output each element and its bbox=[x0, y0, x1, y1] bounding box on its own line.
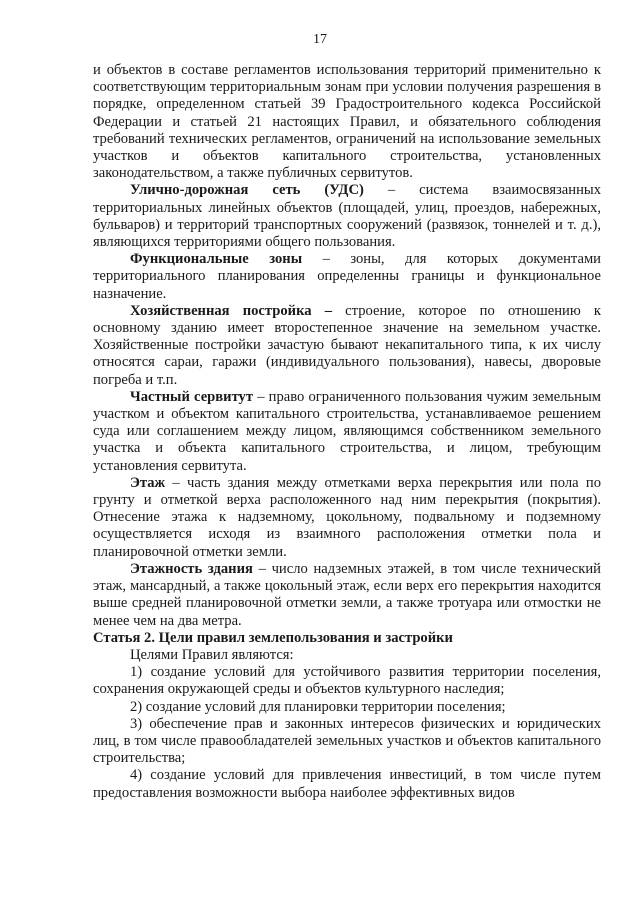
page-number: 17 bbox=[313, 32, 327, 47]
term-floor: Этаж bbox=[130, 474, 166, 491]
article-heading: Статья 2. Цели правил землепользования и застройки bbox=[93, 629, 453, 646]
document-body bbox=[93, 62, 601, 802]
definition-floor bbox=[93, 475, 601, 561]
definition-uds bbox=[93, 182, 601, 251]
definition-outbuilding-text: строение, которое по отношению к основному зданию имеет второстепенное значение на земельном участке. Хозяйственные постройки зачастую бывают некапитального типа, к их числу относятся сараи, гаражи (индивидуального пользования), навесы, дворовые погреба и т.п. bbox=[93, 302, 602, 388]
article-intro: Целями Правил являются: bbox=[130, 646, 294, 663]
term-uds: Улично-дорожная сеть (УДС) bbox=[130, 182, 364, 199]
definition-number-of-floors-text: – число надземных этажей, в том числе технический этаж, мансардный, а также цокольный этаж, если верх его перекрытия находится выше средней планировочной отметки земли, а также тротуара или отмостки не менее чем на два метра. bbox=[93, 560, 601, 629]
definition-uds-text: – система взаимосвязанных территориальных линейных объектов (площадей, улиц, проездов, набережных, бульваров) и территорий транспортных сооружений (развязок, тоннелей и т. д.), являющихся территориями общего пользования. bbox=[93, 182, 602, 251]
paragraph-continuation: и объектов в составе регламентов использования территорий применительно к соответствующим территориальным зонам при условии получения разрешения в порядке, определенном статьей 39 Градостроительного кодекса Российской Федерации и статьей 21 настоящих Правил, и обязательного соблюдения требований технических регламентов, ограничений на использование земельных участков и объектов капитального строительства, установленных законодательством, а также публичных сервитутов. bbox=[93, 62, 601, 182]
term-private-easement: Частный сервитут bbox=[130, 388, 254, 405]
list-item: 2) создание условий для планировки территории поселения; bbox=[130, 698, 506, 715]
list-item: 4) создание условий для привлечения инвестиций, в том числе путем предоставления возможности выбора наиболее эффективных видов bbox=[93, 767, 601, 801]
term-number-of-floors: Этажность здания bbox=[130, 560, 253, 577]
definition-functional-zones-text: – зоны, для которых документами территориального планирования определенны границы и функциональное назначение. bbox=[93, 251, 601, 302]
term-functional-zones: Функциональные зоны bbox=[130, 251, 303, 268]
list-item: 1) создание условий для устойчивого развития территории поселения, сохранения окружающей среды и объектов культурного наследия; bbox=[93, 664, 601, 698]
term-outbuilding: Хозяйственная постройка – bbox=[130, 302, 333, 319]
definition-number-of-floors bbox=[93, 561, 601, 630]
definition-floor-text: – часть здания между отметками верха перекрытия или пола по грунту и отметкой верха расположенного над ним перекрытия (покрытия). Отнесение этажа к надземному, цокольному, подвальному и подземному осуществляется исходя из взаимного расположения отметки пола и планировочной отметки земли. bbox=[93, 474, 601, 560]
definition-functional-zones bbox=[93, 251, 601, 303]
definition-private-easement bbox=[93, 389, 601, 475]
list-item: 3) обеспечение прав и законных интересов физических и юридических лиц, в том числе правообладателей земельных участков и объектов капитального строительства; bbox=[93, 715, 601, 767]
definition-outbuilding bbox=[93, 303, 601, 389]
definition-private-easement-text: – право ограниченного пользования чужим земельным участком и объектом капитального строительства, устанавливаемое решением суда или соглашением между лицом, являющимся собственником земельного участка и объекта капитального строительства, и лицом, требующим установления сервитута. bbox=[93, 388, 602, 474]
